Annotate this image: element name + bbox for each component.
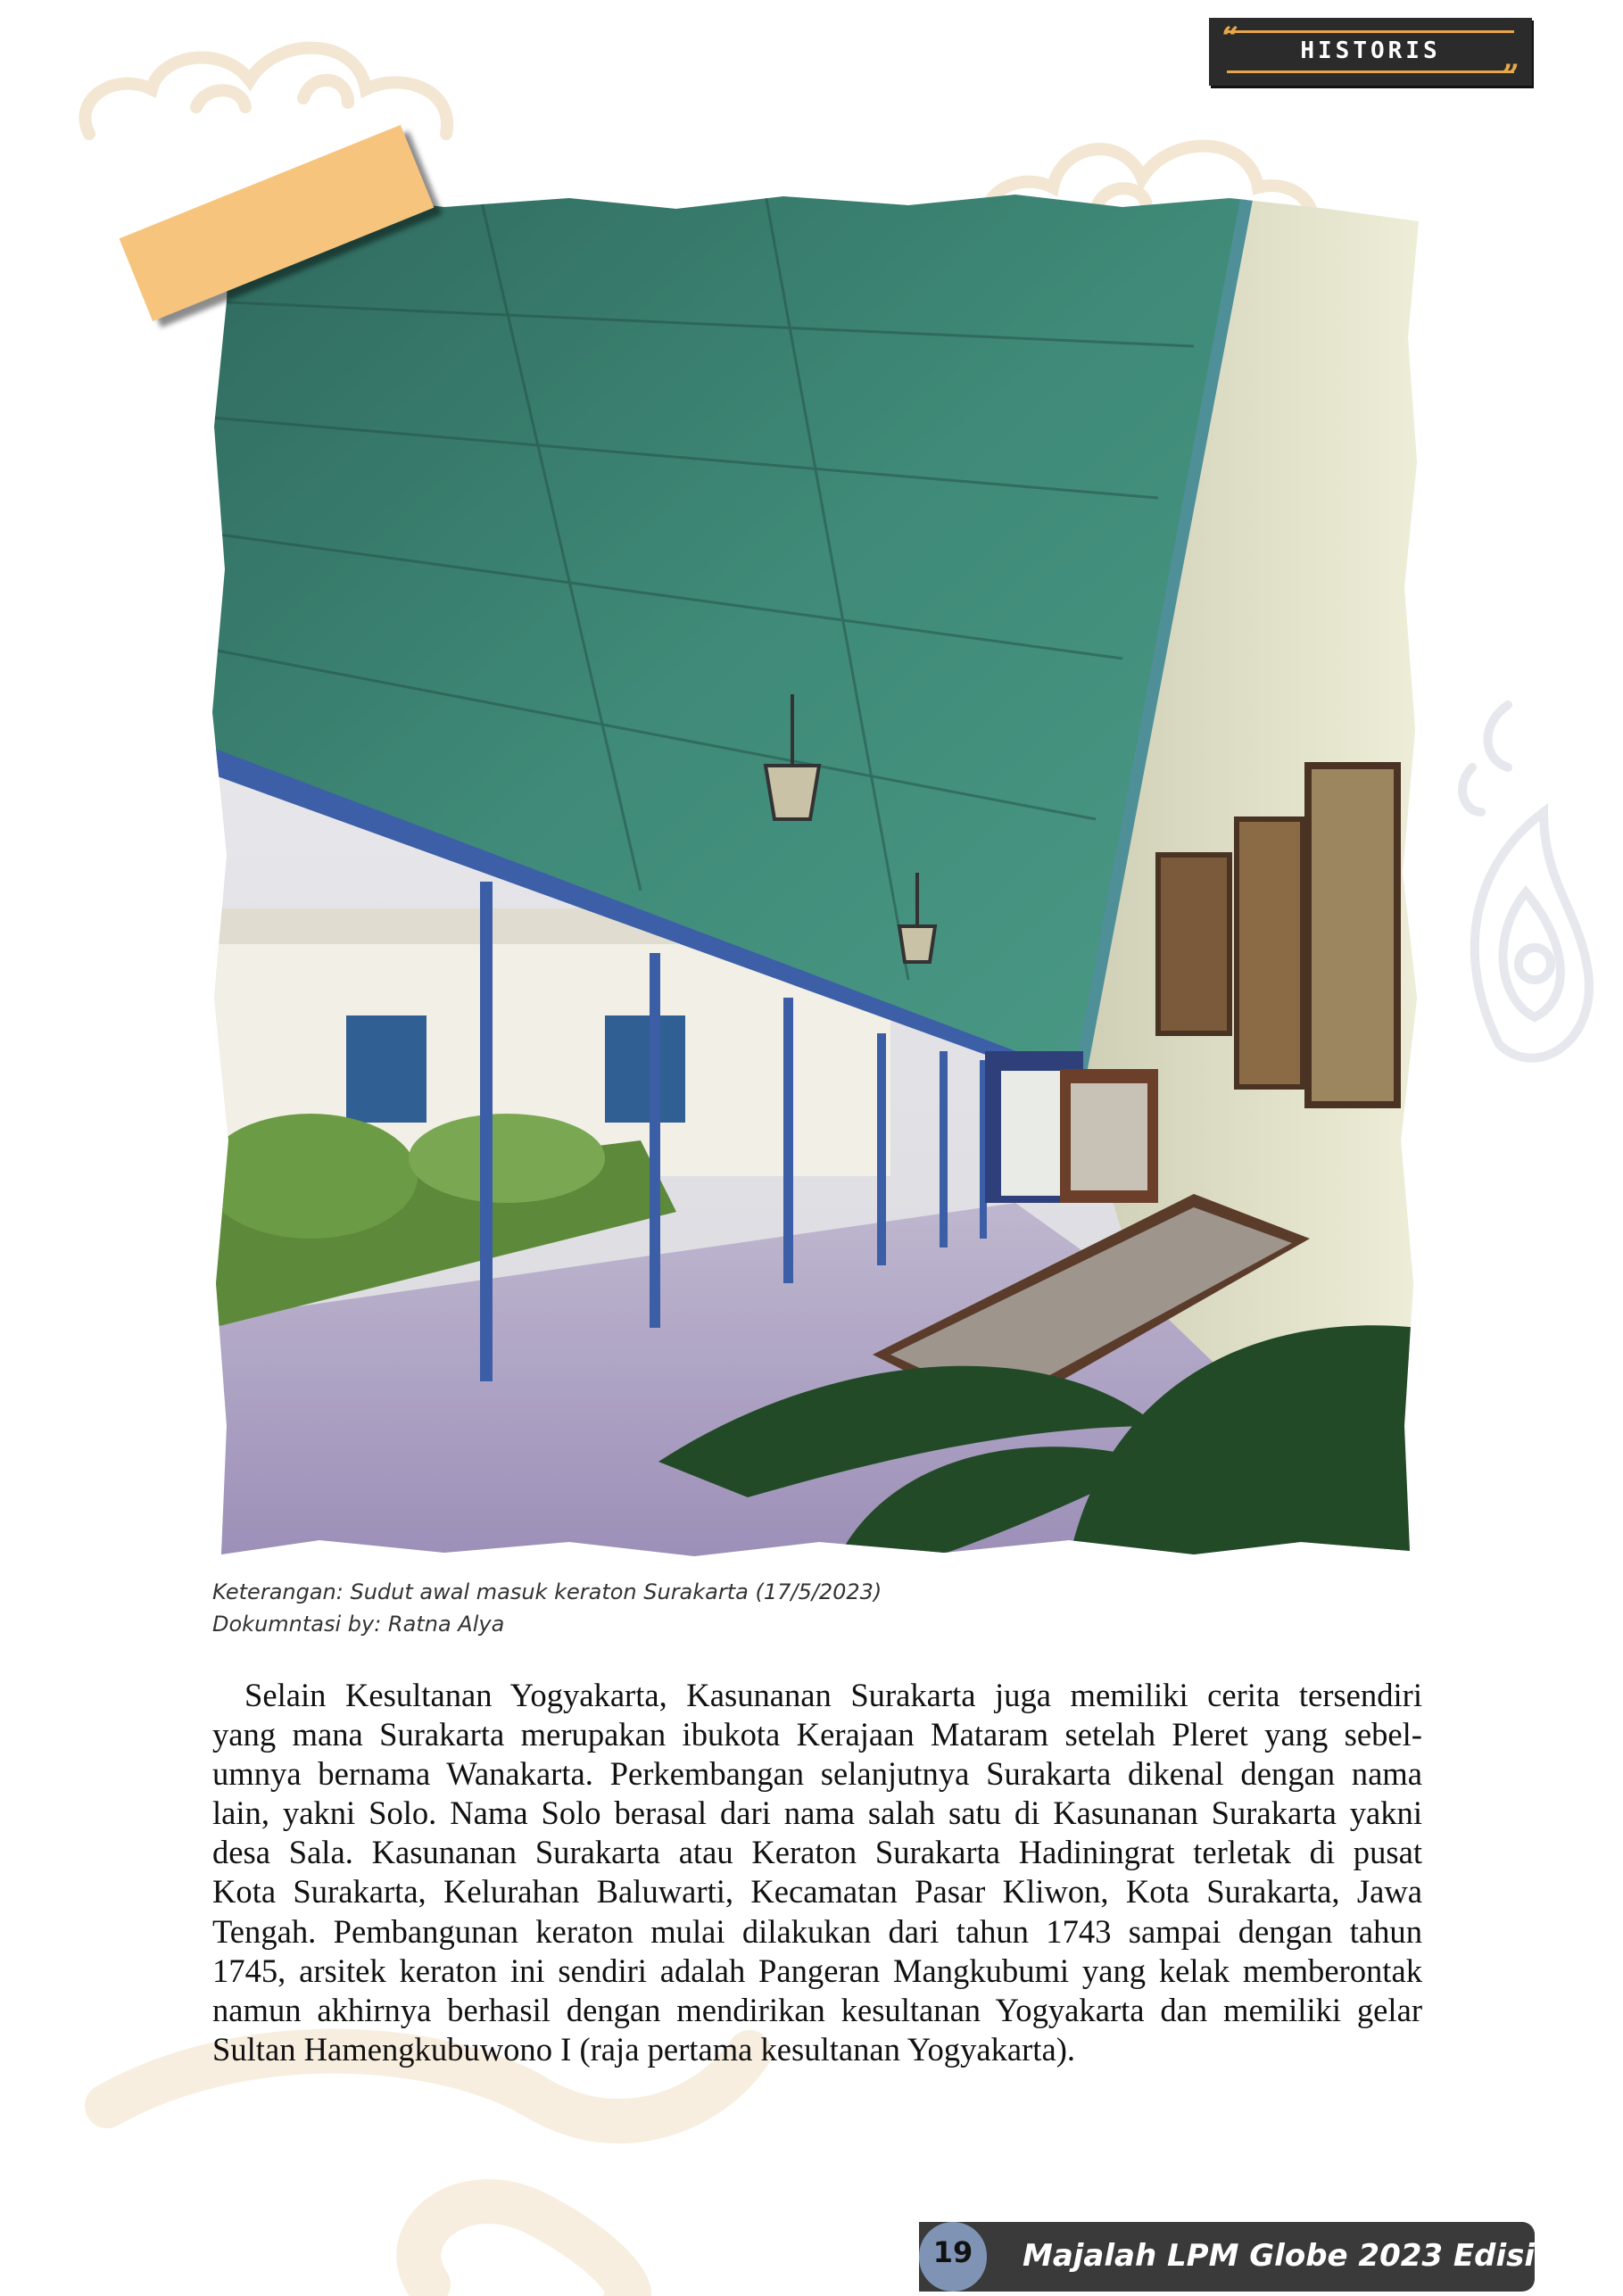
close-quote-icon: ”: [1502, 58, 1519, 94]
paragraph-line: namun akhirnya berhasil dengan mendirikan kesultanan Yogyakarta dan memiliki gelar: [212, 1991, 1422, 2028]
paragraph-line: desa Sala. Kasunanan Surakarta atau Keraton Surakarta Hadiningrat terletak di pusat: [212, 1834, 1422, 1871]
caption-description: Keterangan: Sudut awal masuk keraton Surakarta (17/5/2023): [212, 1579, 882, 1604]
paragraph-line: Selain Kesultanan Yogyakarta, Kasunanan Surakarta juga memiliki cerita tersendiri: [244, 1677, 1422, 1713]
paragraph-line: Tengah. Pembangunan keraton mulai dilakukan dari tahun 1743 sampai dengan tahun: [212, 1912, 1422, 1950]
keraton-corridor-photo: [212, 195, 1419, 1560]
paisley-decoration-right: [1445, 687, 1606, 1098]
section-badge: [1209, 18, 1532, 94]
caption-credit: Dokumntasi by: Ratna Alya: [212, 1612, 505, 1637]
publication-title: Majalah LPM Globe 2023 Edisi I: [1023, 2238, 1557, 2274]
paragraph-line: umnya bernama Wanakarta. Perkembangan selanjutnya Surakarta dikenal dengan nama: [212, 1755, 1422, 1793]
paragraph-line: lain, yakni Solo. Nama Solo berasal dari nama salah satu di Kasunanan Surakarta yakni: [212, 1795, 1422, 1832]
cloud-decoration-top-left: [54, 0, 553, 178]
page-number: 19: [932, 2235, 973, 2269]
open-quote-icon: “: [1221, 21, 1239, 56]
paragraph-line: yang mana Surakarta merupakan ibukota Kerajaan Mataram setelah Pleret yang sebel-: [212, 1716, 1422, 1753]
paragraph-line: 1745, arsitek keraton ini sendiri adalah Pangeran Mangkubumi yang kelak memberontak: [212, 1952, 1422, 1989]
photo-caption: [212, 1576, 1372, 1640]
paragraph-line: Sultan Hamengkubuwono I (raja pertama kesultanan Yogyakarta).: [212, 2030, 1076, 2068]
paragraph-line: Kota Surakarta, Kelurahan Baluwarti, Kecamatan Pasar Kliwon, Kota Surakarta, Jawa: [212, 1873, 1422, 1911]
section-label: HISTORIS: [1300, 37, 1441, 64]
article-paragraph: [212, 1676, 1422, 2069]
